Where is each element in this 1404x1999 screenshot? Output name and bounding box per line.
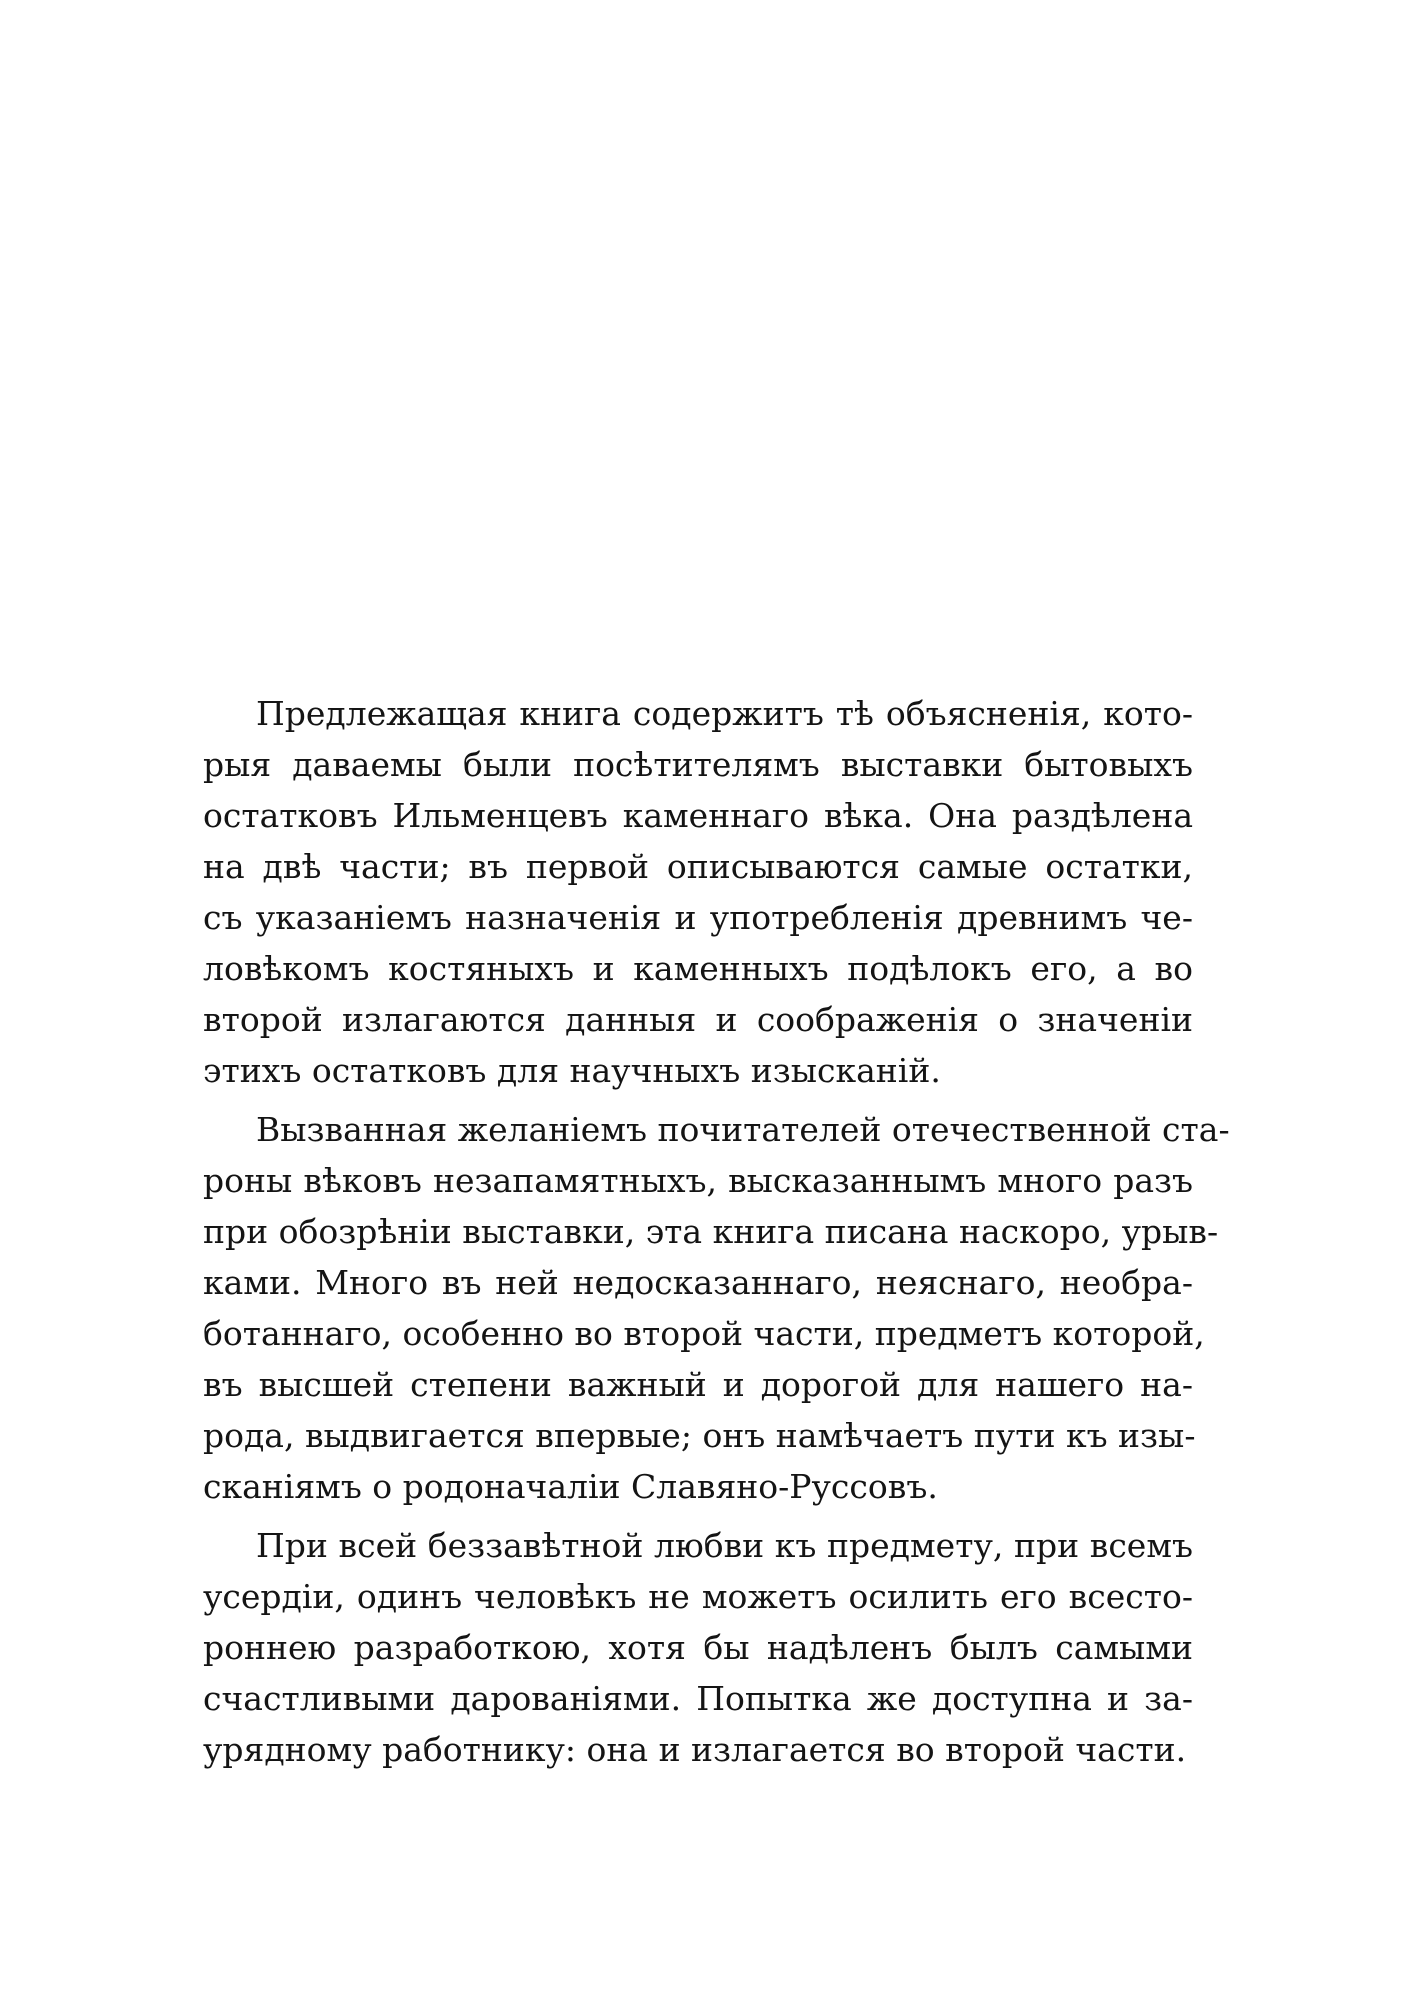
- paragraph-line: этихъ остатковъ для научныхъ изысканій.: [203, 1051, 941, 1090]
- paragraph-line: ловѣкомъ костяныхъ и каменныхъ подѣлокъ его, а во: [203, 949, 1193, 988]
- paragraph-line: съ указаніемъ назначенія и употребленія древнимъ че-: [203, 898, 1193, 937]
- paragraph-line: остатковъ Ильменцевъ каменнаго вѣка. Она раздѣлена: [203, 796, 1193, 835]
- paragraph-line: урядному работнику: она и излагается во второй части.: [203, 1730, 1187, 1769]
- paragraph-line: роннею разработкою, хотя бы надѣленъ былъ самыми: [203, 1628, 1193, 1667]
- paragraph-line: при обозрѣніи выставки, эта книга писана наскоро, урыв-: [203, 1212, 1219, 1251]
- paragraph-line: рыя даваемы были посѣтителямъ выставки бытовыхъ: [203, 745, 1193, 784]
- paragraph-line: счастливыми дарованіями. Попытка же доступна и за-: [203, 1679, 1193, 1718]
- paragraph-line: При всей беззавѣтной любви къ предмету, при всемъ: [256, 1526, 1193, 1565]
- paragraph-line: на двѣ части; въ первой описываются самые остатки,: [203, 847, 1193, 886]
- paragraph-line: второй излагаются данныя и соображенія о значеніи: [203, 1000, 1193, 1039]
- paragraph-line: ками. Много въ ней недосказаннаго, неяснаго, необра-: [203, 1263, 1193, 1302]
- paragraph-line: Предлежащая книга содержитъ тѣ объясненія, кото-: [256, 694, 1193, 733]
- preface-text: [203, 688, 1230, 1775]
- paragraph-line: усердіи, одинъ человѣкъ не можетъ осилить его всесто-: [203, 1577, 1193, 1616]
- paragraph-line: ботаннаго, особенно во второй части, предметъ которой,: [203, 1314, 1205, 1353]
- paragraph-2: [203, 1104, 1230, 1512]
- paragraph-line: въ высшей степени важный и дорогой для нашего на-: [203, 1365, 1193, 1404]
- paragraph-line: рода, выдвигается впервые; онъ намѣчаетъ пути къ изы-: [203, 1416, 1196, 1455]
- paragraph-1: [203, 688, 1193, 1096]
- paragraph-line: сканіямъ о родоначаліи Славяно-Руссовъ.: [203, 1467, 938, 1506]
- paragraph-line: Вызванная желаніемъ почитателей отечественной ста-: [256, 1110, 1230, 1149]
- paragraph-3: [203, 1520, 1193, 1775]
- paragraph-line: роны вѣковъ незапамятныхъ, высказаннымъ много разъ: [203, 1161, 1193, 1200]
